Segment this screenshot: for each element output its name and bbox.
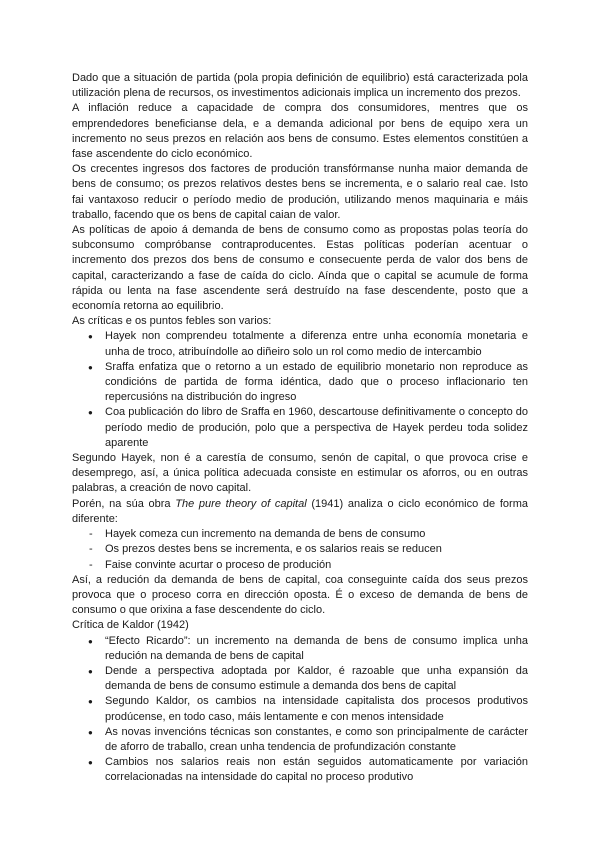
paragraph-critiques-intro: As críticas e os puntos febles son varios: <box>72 315 272 328</box>
paragraph-reduction: Así, a redución da demanda de bens de capital, coa conseguinte caída dos seus prezos provoca que o proceso corra en dirección oposta. É o exceso de demanda de bens de consumo o que orixina a fase descendente do ciclo. <box>72 573 528 617</box>
paragraph-inflation: A inflación reduce a capacidade de compra dos consumidores, mentres que os emprendedores beneficianse dela, e a demanda adicional por bens de equipo xera un incremento no seus prezos en relación aos bens de consumo. Estes elementos constitúen a fase ascendente do ciclo económico. <box>72 102 528 161</box>
document-page <box>72 71 528 786</box>
list-item: ● Segundo Kaldor, os cambios na intensidade capitalista dos procesos produtivos prodúcense, en todo caso, máis lentamente e con menos intensidade <box>72 694 528 724</box>
paragraph-hayek-capital: Segundo Hayek, non é a carestía de consumo, senón de capital, o que provoca crise e desemprego, así, a única política adecuada consiste en estimular os aforros, ou en outras palabras, a creación de novo capital. <box>72 452 528 495</box>
list-item: ● “Efecto Ricardo”: un incremento na demanda de bens de consumo implica unha redución na demanda de bens de capital <box>72 634 528 664</box>
list-item: ● Hayek non comprendeu totalmente a diferenza entre unha economía monetaria e unha de troco, atribuíndolle ao diñeiro solo un rol como medio de intercambio <box>72 329 528 359</box>
text-span: Porén, na súa obra <box>72 497 176 510</box>
paragraph-initial-situation: Dado que a situación de partida (pola propia definición de equilibrio) está caracterizada pola utilización plena de recursos, os investimentos adicionais implica un incremento dos prezos. <box>72 72 528 100</box>
list-item: ● Dende a perspectiva adoptada por Kaldor, é razoable que unha expansión da demanda de bens de consumo estimule a demanda dos bens de capital <box>72 664 528 694</box>
paragraph-pure-theory <box>72 497 528 527</box>
list-item: - Faise convinte acurtar o proceso de produción <box>72 558 528 573</box>
list-item: ● As novas invencións técnicas son constantes, e como son principalmente de carácter de aforro de traballo, crean unha tendencia de profundización constante <box>72 725 528 755</box>
list-item: ● Cambios nos salarios reais non están seguidos automaticamente por variación correlacionadas na intensidade do capital no proceso produtivo <box>72 755 528 785</box>
list-item: - Os prezos destes bens se incrementa, e os salarios reais se reducen <box>72 542 528 557</box>
book-title: The pure theory of capital <box>175 497 307 510</box>
text-span: (1941) analiza o ciclo económico de forma diferente: <box>72 497 528 525</box>
paragraph-rising-incomes: Os crecentes ingresos dos factores de produción transfórmanse nunha maior demanda de bens de consumo; os prezos relativos destes bens se incrementa, e o salario real cae. Isto fai vantaxoso reducir o período medio de produción, utilizando menos maquinaria e máis traballo, facendo que os bens de capital caian de valor. <box>72 163 528 221</box>
capital-theory-list <box>72 527 528 573</box>
list-item: - Hayek comeza cun incremento na demanda de bens de consumo <box>72 527 528 542</box>
critiques-list <box>72 329 528 451</box>
list-item: ● Sraffa enfatiza que o retorno a un estado de equilibrio monetario non reproduce as condicións de partida de forma idéntica, dado que o proceso inflacionario ten repercusións na distribución do ingreso <box>72 360 528 406</box>
list-item: ● Coa publicación do libro de Sraffa en 1960, descartouse definitivamente o concepto do período medio de produción, polo que a perspectiva de Hayek perdeu toda solidez aparente <box>72 405 528 451</box>
paragraph-demand-policies: As políticas de apoio á demanda de bens de consumo como as propostas polas teoría do subconsumo compróbanse contraproducentes. Estas políticas poderían acentuar o incremento dos prezos dos bens de consumo e consecuente perda de valor dos bens de capital, caracterizando a fase de caída do ciclo. Aínda que o capital se acumule de forma rápida ou lenta na fase ascendente será destruído na fase descendente, posto que a economía retorna ao equilibrio. <box>72 224 528 313</box>
kaldor-list <box>72 634 528 786</box>
heading-kaldor: Crítica de Kaldor (1942) <box>72 619 189 632</box>
